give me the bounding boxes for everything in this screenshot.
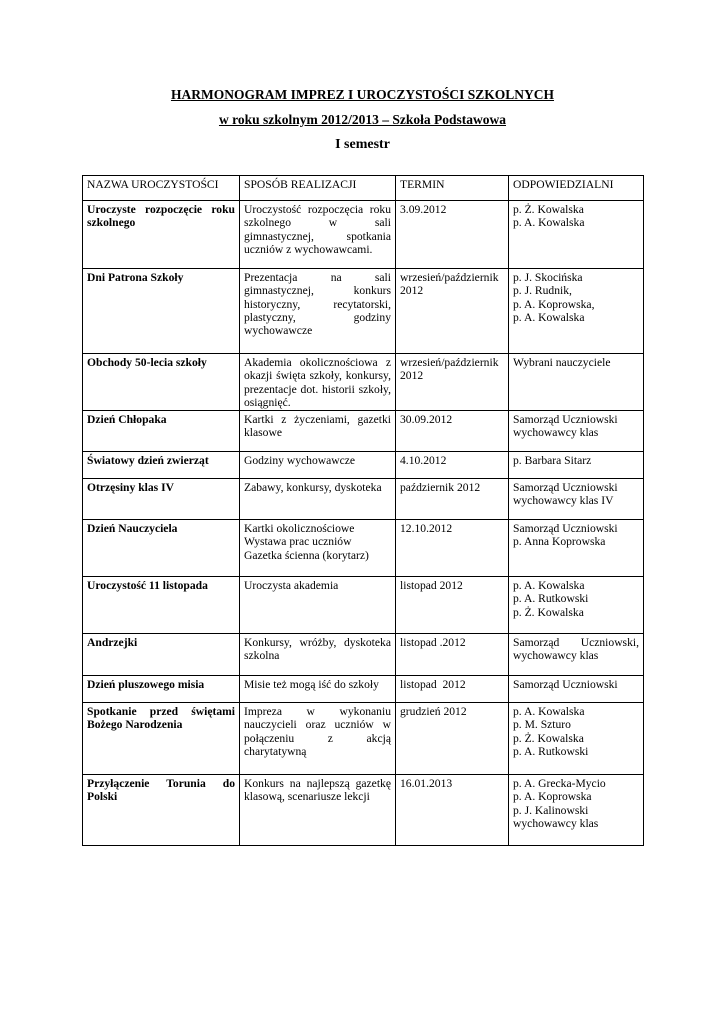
method-line: Gazetka ścienna (korytarz)	[244, 548, 369, 562]
header-event-name: NAZWA UROCZYSTOŚCI	[83, 176, 240, 201]
responsible-person: p. A. Rutkowski	[513, 592, 589, 606]
table-header-row	[83, 176, 644, 201]
event-name: Dzień pluszowego misia	[83, 676, 240, 703]
event-name: Dzień Nauczyciela	[83, 520, 240, 577]
responsible-person: wychowawcy klas IV	[513, 494, 614, 508]
event-responsible	[509, 354, 644, 411]
event-method: Konkursy, wróżby, dyskoteka szkolna	[240, 634, 396, 676]
responsible-person: Samorząd Uczniowski	[513, 678, 618, 691]
event-method: Prezentacja na sali gimnastycznej, konkurs historyczny, recytatorski, plastyczny, godziny wychowawcze	[240, 269, 396, 354]
table-row	[83, 577, 644, 634]
table-row	[83, 775, 644, 846]
event-name: Przyłączenie Torunia do Polski	[83, 775, 240, 846]
event-method	[240, 520, 396, 577]
event-method: Impreza w wykonaniu nauczycieli oraz uczniów w połączeniu z akcją charytatywną	[240, 703, 396, 775]
event-responsible	[509, 201, 644, 269]
event-name: Spotkanie przed świętami Bożego Narodzenia	[83, 703, 240, 775]
event-date: październik 2012	[396, 479, 509, 520]
event-responsible	[509, 479, 644, 520]
event-responsible	[509, 452, 644, 479]
event-date: grudzień 2012	[396, 703, 509, 775]
responsible-person: p. A. Kowalska	[513, 310, 585, 324]
responsible-person: p. A. Kowalska	[513, 705, 585, 718]
events-schedule-table	[82, 175, 644, 846]
event-responsible	[509, 676, 644, 703]
event-method: Uroczysta akademia	[240, 577, 396, 634]
responsible-person: Samorząd Uczniowski	[513, 522, 618, 535]
responsible-person: Wybrani nauczyciele	[513, 356, 611, 369]
event-name: Uroczyste rozpoczęcie roku szkolnego	[83, 201, 240, 269]
responsible-person: Samorząd Uczniowski	[513, 481, 618, 494]
event-method: Akademia okolicznościowa z okazji święta szkoły, konkursy, prezentacje dot. historii szkoły, osiągnięć.	[240, 354, 396, 411]
table-row	[83, 634, 644, 676]
event-date: 12.10.2012	[396, 520, 509, 577]
event-date: 16.01.2013	[396, 775, 509, 846]
method-line: Wystawa prac uczniów	[244, 535, 352, 549]
responsible-person: p. J. Rudnik,	[513, 284, 572, 298]
event-method: Konkurs na najlepszą gazetkę klasową, scenariusze lekcji	[240, 775, 396, 846]
responsible-person: p. Ż. Kowalska	[513, 203, 584, 216]
responsible-person: p. A. Kowalska	[513, 579, 585, 592]
responsible-person: p. J. Kalinowski	[513, 803, 589, 817]
event-name: Dni Patrona Szkoły	[83, 269, 240, 354]
responsible-person: p. J. Skocińska	[513, 271, 583, 284]
event-date: listopad 2012	[396, 676, 509, 703]
event-name: Światowy dzień zwierząt	[83, 452, 240, 479]
table-body	[83, 201, 644, 846]
table-row	[83, 520, 644, 577]
event-name: Andrzejki	[83, 634, 240, 676]
event-method: Misie też mogą iść do szkoły	[240, 676, 396, 703]
event-name: Dzień Chłopaka	[83, 411, 240, 452]
event-name: Otrzęsiny klas IV	[83, 479, 240, 520]
responsible-person: p. A. Rutkowski	[513, 744, 589, 758]
event-date: listopad 2012	[396, 577, 509, 634]
event-responsible	[509, 775, 644, 846]
responsible-person: Samorząd Uczniowski, wychowawcy klas	[513, 636, 639, 663]
responsible-person: wychowawcy klas	[513, 426, 599, 440]
event-method: Uroczystość rozpoczęcia roku szkolnego w sali gimnastycznej, spotkania uczniów z wychowawcami.	[240, 201, 396, 269]
event-name: Obchody 50-lecia szkoły	[83, 354, 240, 411]
event-date: listopad .2012	[396, 634, 509, 676]
event-responsible	[509, 520, 644, 577]
header-method: SPOSÓB REALIZACJI	[240, 176, 396, 201]
event-method: Zabawy, konkursy, dyskoteka	[240, 479, 396, 520]
event-method: Kartki z życzeniami, gazetki klasowe	[240, 411, 396, 452]
responsible-person: wychowawcy klas	[513, 816, 599, 830]
semester-heading: I semestr	[335, 137, 390, 152]
table-row	[83, 452, 644, 479]
event-date: 3.09.2012	[396, 201, 509, 269]
table-row	[83, 354, 644, 411]
responsible-person: p. A. Kowalska	[513, 216, 585, 230]
event-method: Godziny wychowawcze	[240, 452, 396, 479]
responsible-person: p. A. Grecka-Mycio	[513, 777, 606, 790]
responsible-person: p. Ż. Kowalska	[513, 731, 584, 745]
table-row	[83, 479, 644, 520]
event-name: Uroczystość 11 listopada	[83, 577, 240, 634]
event-responsible	[509, 634, 644, 676]
header-responsible: ODPOWIEDZIALNI	[509, 176, 644, 201]
method-line: Kartki okolicznościowe	[244, 522, 355, 535]
document-title: HARMONOGRAM IMPREZ I UROCZYSTOŚCI SZKOLNYCH	[170, 87, 555, 102]
responsible-person: p. Ż. Kowalska	[513, 605, 584, 619]
responsible-person: p. Barbara Sitarz	[513, 454, 592, 467]
responsible-person: p. A. Koprowska	[513, 790, 592, 804]
event-responsible	[509, 577, 644, 634]
event-date: wrzesień/październik 2012	[396, 354, 509, 411]
responsible-person: p. Anna Koprowska	[513, 535, 606, 549]
event-responsible	[509, 269, 644, 354]
header-date: TERMIN	[396, 176, 509, 201]
event-date: 30.09.2012	[396, 411, 509, 452]
table-row	[83, 676, 644, 703]
event-date: wrzesień/październik 2012	[396, 269, 509, 354]
event-date: 4.10.2012	[396, 452, 509, 479]
responsible-person: Samorząd Uczniowski	[513, 413, 618, 426]
table-row	[83, 703, 644, 775]
responsible-person: p. A. Koprowska,	[513, 297, 595, 311]
table-row	[83, 411, 644, 452]
responsible-person: p. M. Szturo	[513, 718, 571, 732]
table-row	[83, 201, 644, 269]
event-responsible	[509, 703, 644, 775]
document-subtitle: w roku szkolnym 2012/2013 – Szkoła Podstawowa	[218, 112, 507, 127]
table-row	[83, 269, 644, 354]
event-responsible	[509, 411, 644, 452]
